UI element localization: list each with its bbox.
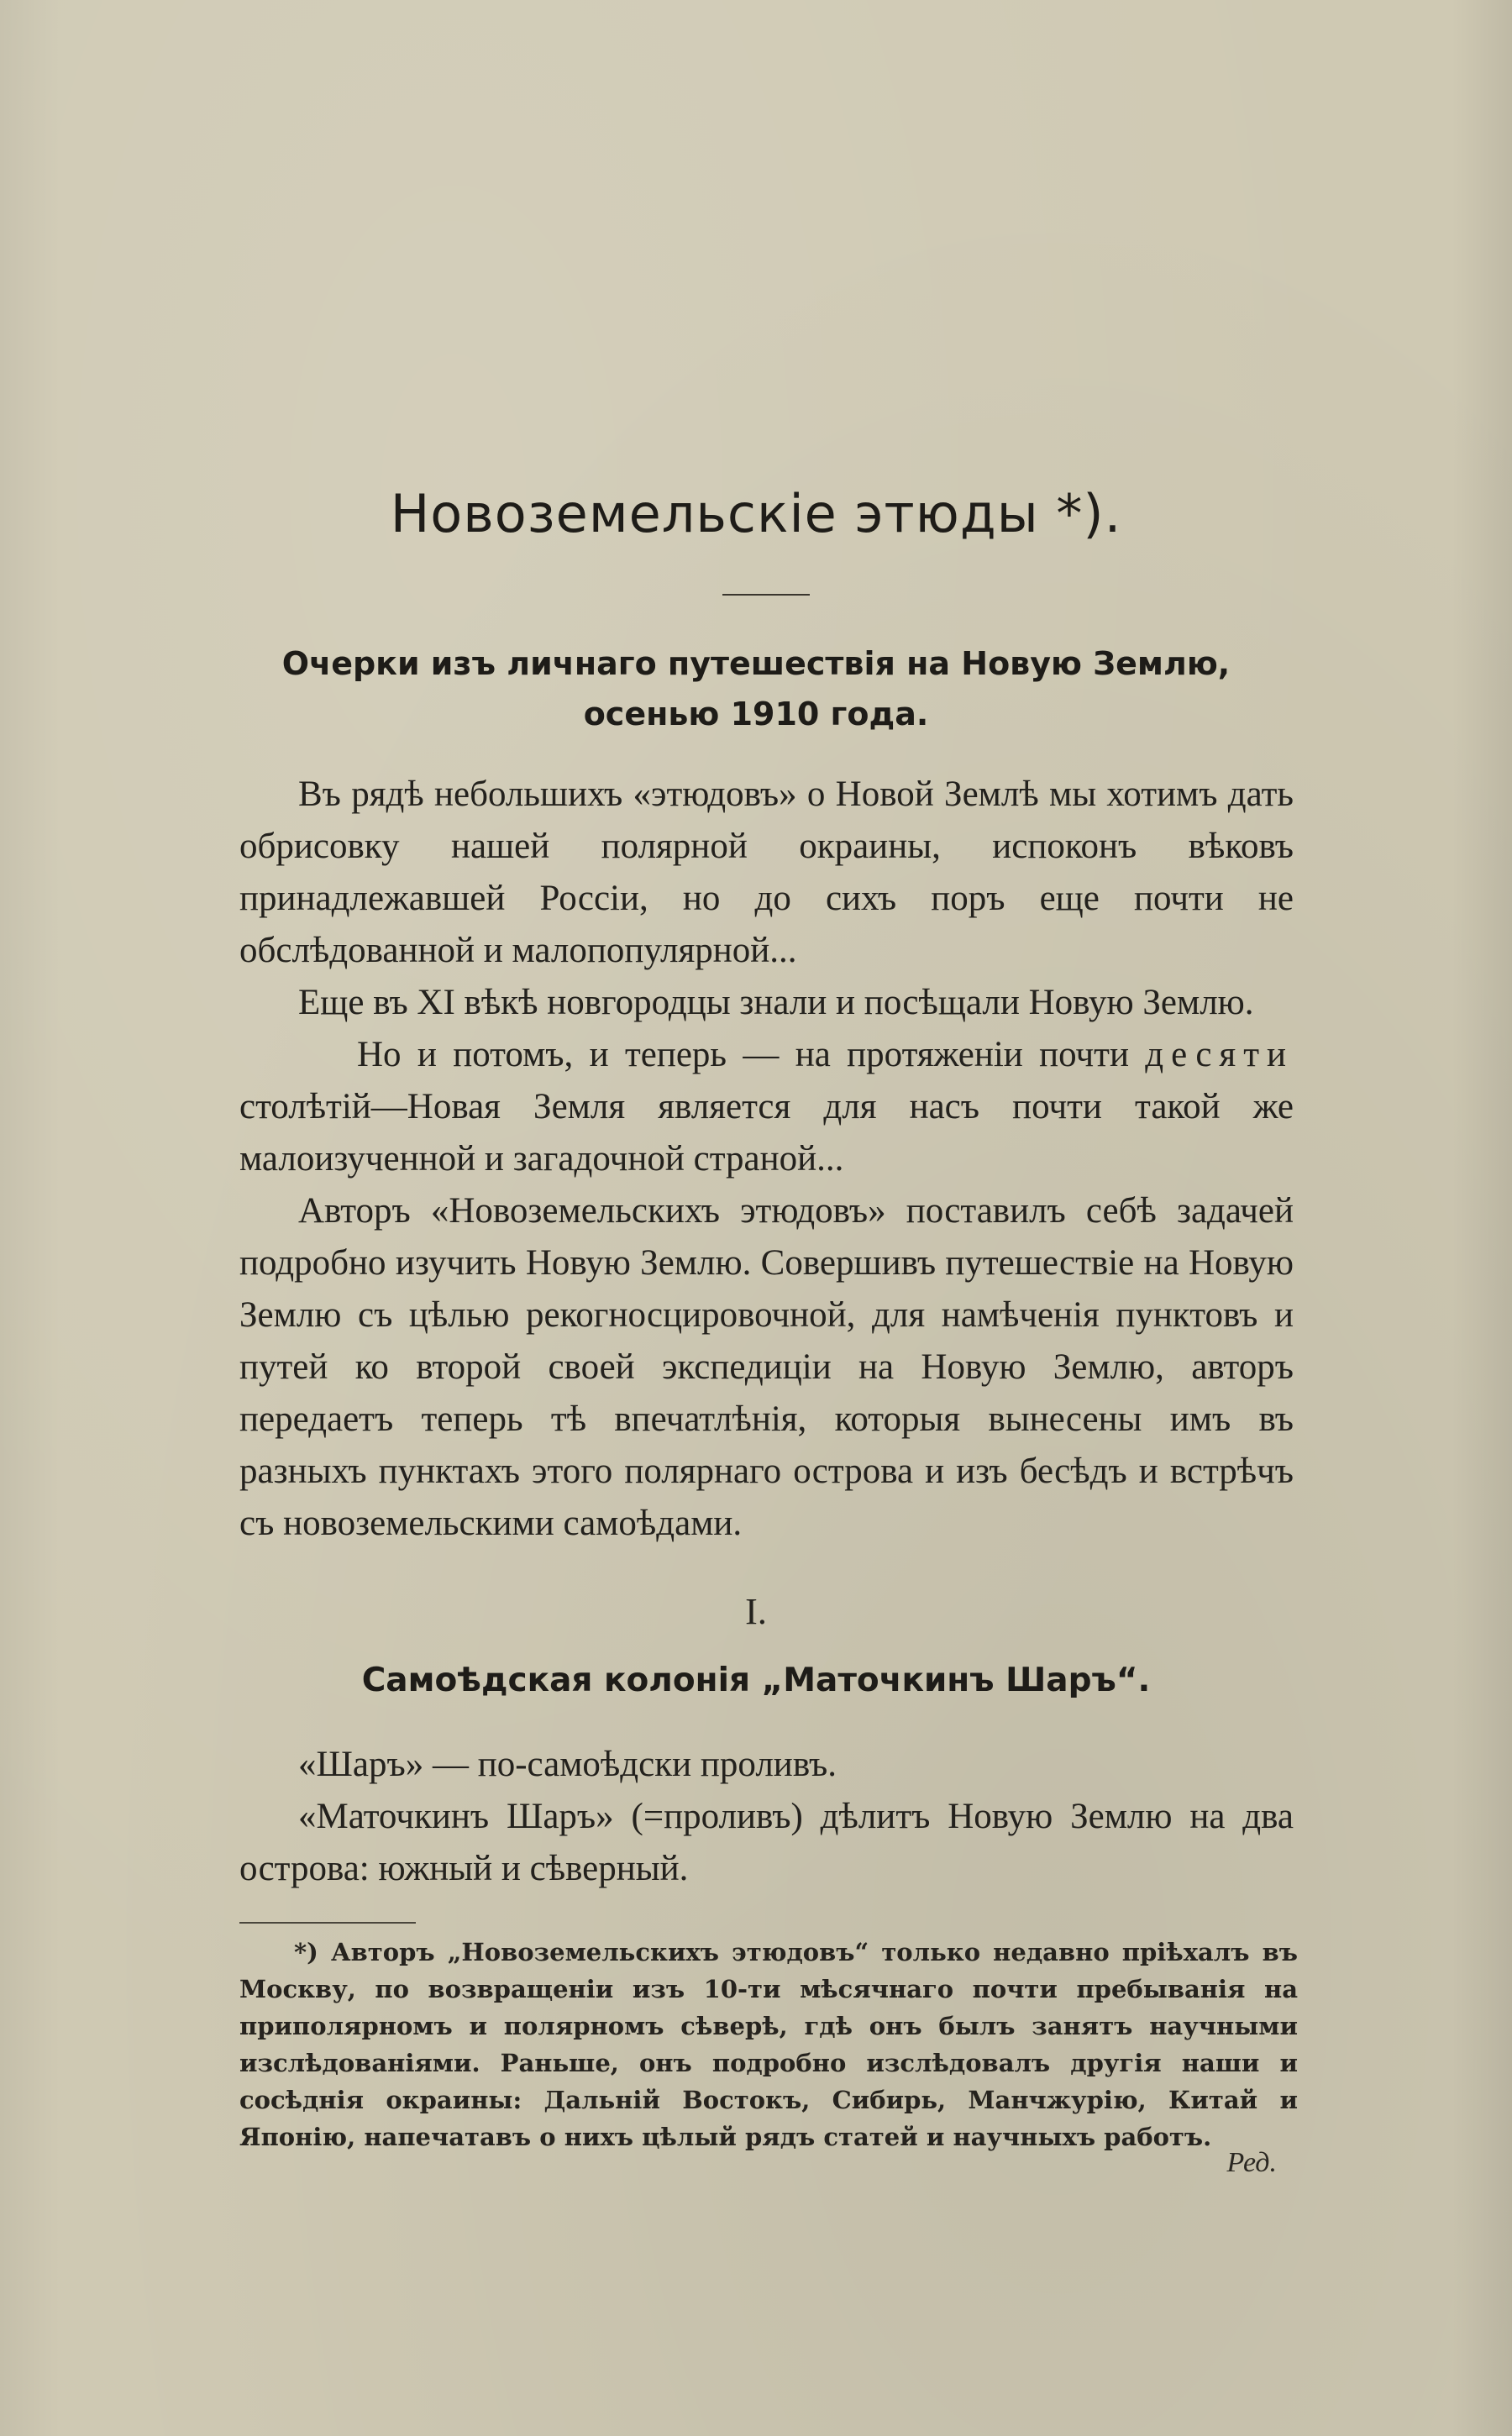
article-title: Новоземельскіе этюды *). xyxy=(390,483,1122,544)
section-title: Самоѣдская колонія „Маточкинъ Шаръ“. xyxy=(361,1662,1151,1699)
section-paragraph-1: «Шаръ» — по-самоѣдски проливъ. xyxy=(298,1745,837,1784)
footnote xyxy=(239,1934,1298,2155)
section-text xyxy=(239,1739,1294,1895)
intro-paragraph-2: Еще въ XI вѣкѣ новгородцы знали и посѣщали Новую Землю. xyxy=(298,983,1254,1022)
intro-paragraph-4: Авторъ «Новоземельскихъ этюдовъ» поставилъ себѣ задачей подробно изучить Новую Землю. Совершивъ путешествіе на Новую Землю съ цѣлью рекогносцировочной, для намѣченія пунктовъ и путей ко второй своей экспедиціи на Новую Землю, авторъ передаетъ теперь тѣ впечатлѣнія, которыя вынесены имъ въ разныхъ пунктахъ этого полярнаго острова и изъ бесѣдъ и встрѣчъ съ новоземельскими самоѣдами. xyxy=(239,1191,1294,1543)
intro-paragraph-3-start: Но и потомъ, и теперь — на протяженіи почти xyxy=(357,1035,1146,1074)
section-number: I. xyxy=(745,1591,767,1632)
section-paragraph-2: «Маточкинъ Шаръ» (=проливъ) дѣлитъ Новую Землю на два острова: южный и сѣверный. xyxy=(239,1797,1294,1888)
footnote-text: *) Авторъ „Новоземельскихъ этюдовъ“ только недавно пріѣхалъ въ Москву, по возвращеніи изъ 10-ти мѣсячнаго почти пребыванія на приполярномъ и полярномъ сѣверѣ, гдѣ онъ былъ занятъ научными изслѣдованіями. Раньше, онъ подробно изслѣдовалъ другія наши и сосѣднія окраины: Дальній Востокъ, Сибирь, Манчжурію, Китай и Японію, напечатавъ о нихъ цѣлый рядъ статей и научныхъ работъ. xyxy=(239,1938,1298,2151)
intro-paragraph-3-emphasis: десяти xyxy=(1145,1035,1294,1074)
intro-text xyxy=(239,769,1294,1550)
title-divider xyxy=(722,594,810,596)
footnote-signature: Ред. xyxy=(1226,2147,1277,2178)
subtitle-line-2: осенью 1910 года. xyxy=(583,696,929,732)
intro-paragraph-3-end: столѣтій—Новая Земля является для насъ почти такой же малоизученной и загадочной страной... xyxy=(239,1087,1294,1179)
intro-paragraph-1: Въ рядѣ небольшихъ «этюдовъ» о Новой Землѣ мы хотимъ дать обрисовку нашей полярной окраины, испоконъ вѣковъ принадлежавшей Россіи, но до сихъ поръ еще почти не обслѣдованной и малопопулярной... xyxy=(239,774,1294,970)
intro-paragraph-3 xyxy=(239,1029,1294,1185)
subtitle-line-1: Очерки изъ личнаго путешествія на Новую Землю, xyxy=(281,645,1231,682)
article-subtitle xyxy=(0,638,1512,739)
footnote-divider xyxy=(239,1922,416,1924)
